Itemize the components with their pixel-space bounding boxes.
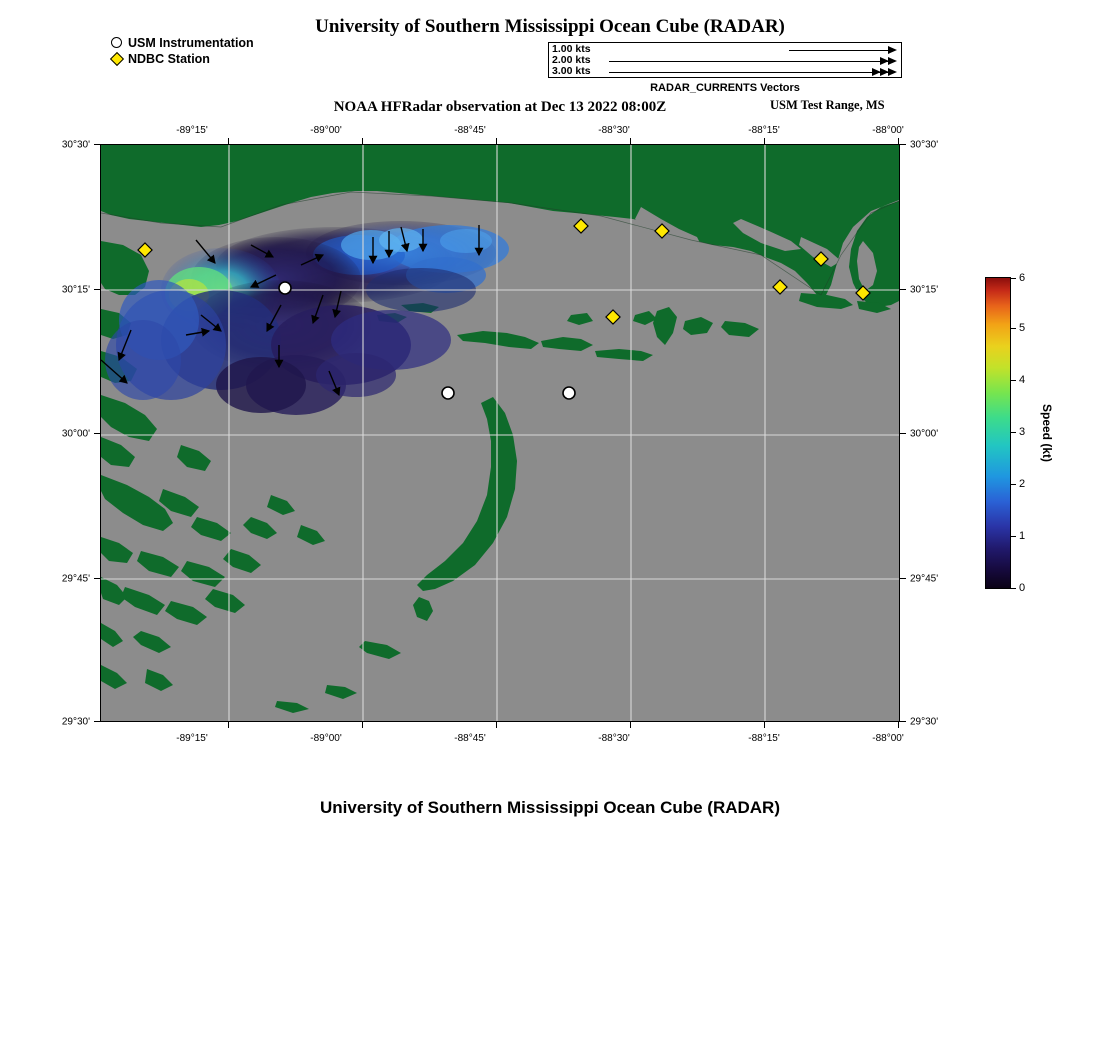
- map-canvas[interactable]: [100, 144, 900, 722]
- y-tick-label-left: 29°45': [61, 573, 90, 585]
- colorbar-tick-label: 1: [1019, 530, 1026, 542]
- colorbar-tick-label: 6: [1019, 272, 1026, 284]
- x-tick-label-top: -89°00': [310, 125, 342, 136]
- white-circle-icon: [110, 36, 128, 51]
- tick-top: [496, 138, 497, 144]
- colorbar-gradient: [985, 277, 1011, 589]
- tick-bottom: [362, 722, 363, 728]
- x-tick-label-top: -89°15': [176, 125, 208, 136]
- yellow-diamond-icon: [110, 52, 128, 67]
- tick-bottom: [496, 722, 497, 728]
- y-tick-label-right: 29°30': [910, 716, 939, 728]
- footer-title: University of Southern Mississippi Ocean Cube (RADAR): [319, 798, 780, 817]
- observation-title: NOAA HFRadar observation at Dec 13 2022 08:00Z: [333, 99, 667, 115]
- page-title: University of Southern Mississippi Ocean Cube (RADAR): [315, 16, 785, 37]
- vector-key-label: 3.00 kts: [552, 65, 591, 77]
- y-tick-label-left: 29°30': [61, 716, 90, 728]
- x-tick-label-top: -88°00': [872, 125, 904, 136]
- tick-top: [630, 138, 631, 144]
- tick-left: [94, 289, 100, 290]
- x-tick-label-bottom: -88°00': [872, 733, 904, 744]
- y-tick-label-left: 30°00': [61, 428, 90, 440]
- x-tick-label-bottom: -88°30': [598, 733, 630, 744]
- tick-right: [900, 144, 906, 145]
- x-tick-label-top: -88°30': [598, 125, 630, 136]
- map-legend: [110, 36, 254, 68]
- tick-left: [94, 578, 100, 579]
- tick-top: [228, 138, 229, 144]
- legend-item-label: NDBC Station: [128, 52, 210, 66]
- y-tick-label-left: 30°30': [61, 139, 90, 151]
- y-tick-label-right: 29°45': [910, 573, 939, 585]
- tick-left: [94, 721, 100, 722]
- tick-left: [94, 144, 100, 145]
- range-label: USM Test Range, MS: [770, 98, 885, 112]
- x-tick-label-bottom: -89°15': [176, 733, 208, 744]
- x-tick-label-bottom: -89°00': [310, 733, 342, 744]
- colorbar-tick-label: 5: [1019, 322, 1026, 334]
- vector-key-row-3: [549, 66, 903, 78]
- x-tick-label-bottom: -88°45': [454, 733, 486, 744]
- x-tick-label-top: -88°45': [454, 125, 486, 136]
- tick-bottom: [630, 722, 631, 728]
- colorbar-tick-label: 0: [1019, 582, 1026, 594]
- legend-item-label: USM Instrumentation: [128, 36, 254, 50]
- colorbar-tick-label: 4: [1019, 374, 1026, 386]
- vector-key-label: 2.00 kts: [552, 54, 591, 66]
- vector-key-label: 1.00 kts: [552, 43, 591, 55]
- tick-top: [764, 138, 765, 144]
- vector-scale-key: [548, 42, 902, 78]
- legend-item-ndbc: [110, 52, 254, 67]
- tick-bottom: [764, 722, 765, 728]
- tick-right: [900, 433, 906, 434]
- x-tick-label-top: -88°15': [748, 125, 780, 136]
- colorbar-title: Speed (kt): [1040, 403, 1054, 463]
- tick-right: [900, 289, 906, 290]
- tick-left: [94, 433, 100, 434]
- y-tick-label-left: 30°15': [61, 284, 90, 296]
- tick-bottom: [228, 722, 229, 728]
- tick-right: [900, 578, 906, 579]
- legend-item-usm: [110, 36, 254, 51]
- y-tick-label-right: 30°15': [910, 284, 939, 296]
- y-tick-label-right: 30°30': [910, 139, 939, 151]
- tick-right: [900, 721, 906, 722]
- vector-key-caption: RADAR_CURRENTS Vectors: [650, 82, 800, 94]
- tick-top: [898, 138, 899, 144]
- tick-top: [362, 138, 363, 144]
- y-tick-label-right: 30°00': [910, 428, 939, 440]
- colorbar-tick-label: 2: [1019, 478, 1026, 490]
- x-tick-label-bottom: -88°15': [748, 733, 780, 744]
- tick-bottom: [898, 722, 899, 728]
- colorbar-tick-label: 3: [1019, 426, 1026, 438]
